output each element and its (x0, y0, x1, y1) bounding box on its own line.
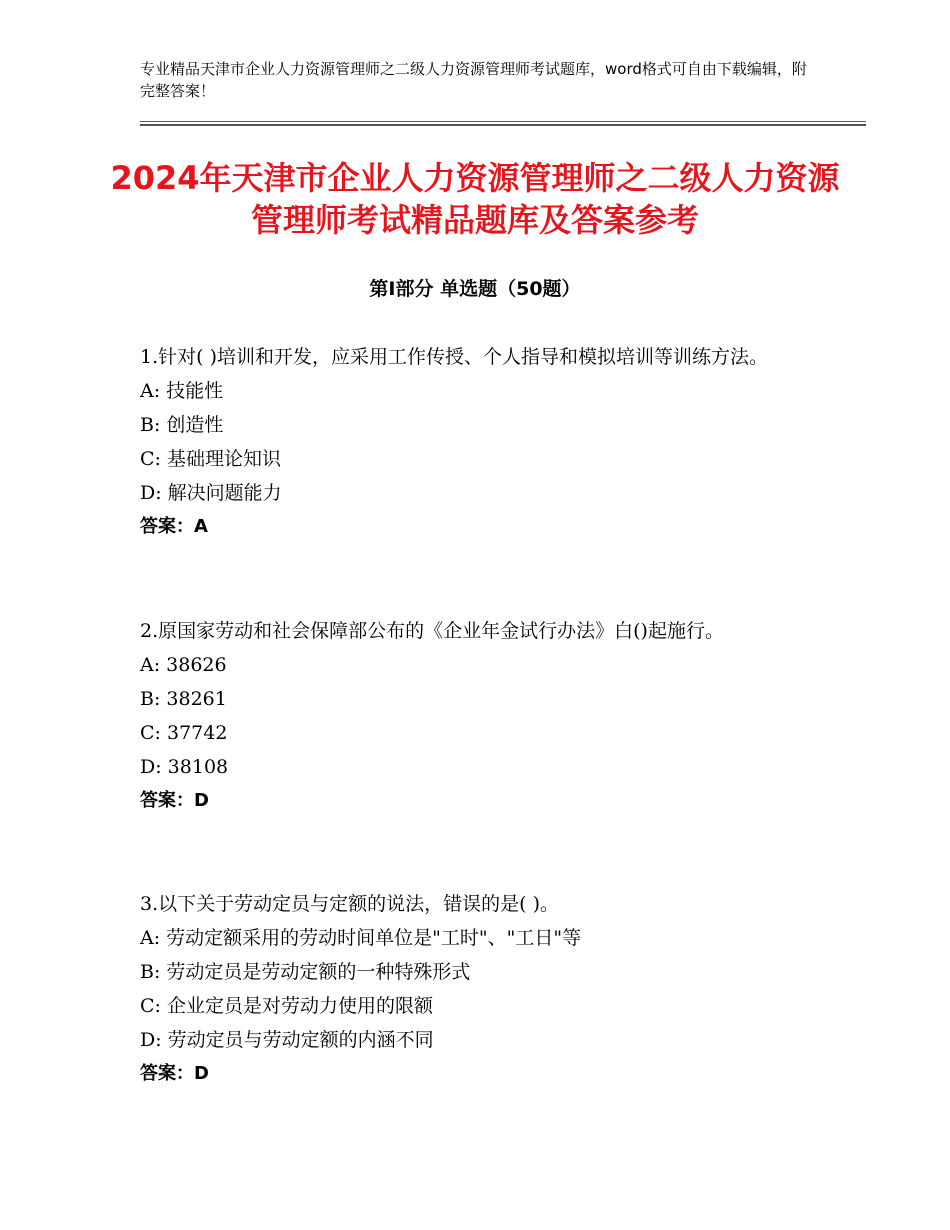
header-divider (140, 121, 866, 127)
question-2 (140, 614, 820, 818)
option-c: C: 企业定员是对劳动力使用的限额 (140, 995, 433, 1017)
divider-line-thin (140, 121, 866, 122)
option-a: A: 技能性 (140, 380, 224, 402)
answer: 答案：A (140, 516, 208, 537)
option-c: C: 37742 (140, 722, 228, 744)
option-b: B: 38261 (140, 688, 227, 710)
divider-line-thick (140, 124, 866, 126)
question-3 (140, 887, 820, 1091)
option-b: B: 劳动定员是劳动定额的一种特殊形式 (140, 961, 471, 983)
question-1 (140, 340, 820, 544)
question-stem: 1.针对( )培训和开发，应采用工作传授、个人指导和模拟培训等训练方法。 (140, 346, 768, 368)
option-b: B: 创造性 (140, 414, 224, 436)
option-c: C: 基础理论知识 (140, 448, 281, 470)
option-a: A: 劳动定额采用的劳动时间单位是"工时"、"工日"等 (140, 927, 582, 949)
option-d: D: 解决问题能力 (140, 482, 282, 504)
header-note: 专业精品天津市企业人力资源管理师之二级人力资源管理师考试题库，word格式可自由下载编辑，附完整答案！ (140, 60, 807, 100)
section-title: 第Ⅰ部分 单选题（50题） (369, 278, 581, 300)
answer: 答案：D (140, 1063, 209, 1084)
answer: 答案：D (140, 790, 209, 811)
option-d: D: 劳动定员与劳动定额的内涵不同 (140, 1029, 434, 1051)
option-d: D: 38108 (140, 756, 229, 778)
question-stem: 2.原国家劳动和社会保障部公布的《企业年金试行办法》白()起施行。 (140, 620, 724, 642)
option-a: A: 38626 (140, 654, 227, 676)
question-stem: 3.以下关于劳动定员与定额的说法，错误的是( )。 (140, 893, 559, 915)
document-title: 2024年天津市企业人力资源管理师之二级人力资源管理师考试精品题库及答案参考 (110, 159, 840, 239)
